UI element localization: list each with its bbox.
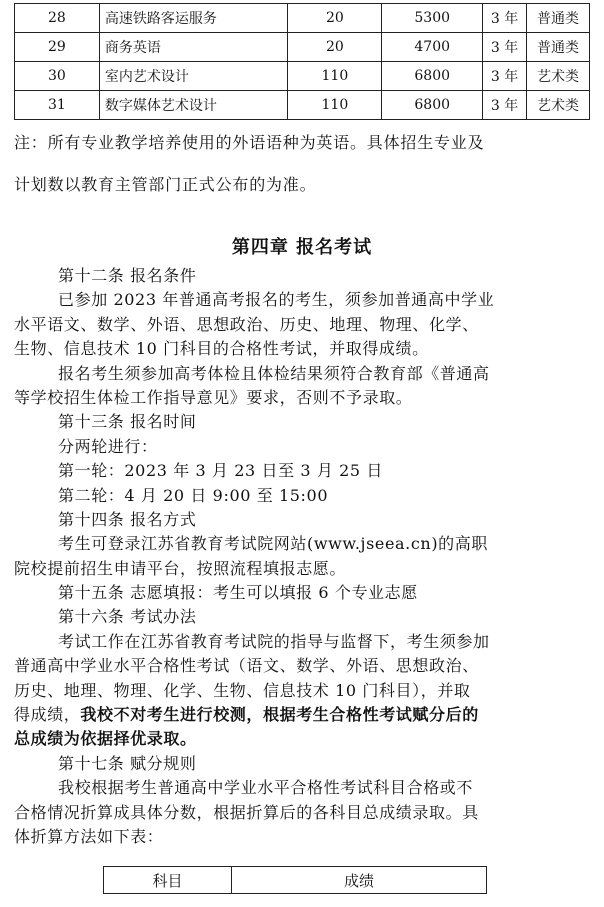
plan-count: 110	[288, 91, 382, 120]
article-14-title: 第十四条 报名方式	[58, 509, 197, 529]
chapter-body	[14, 264, 594, 849]
paragraph-text: 得成绩，	[14, 705, 81, 725]
major-category: 艺术类	[527, 62, 590, 91]
article-12-title: 第十二条 报名条件	[58, 266, 197, 285]
paragraph-line: 已参加 2023 年普通高考报名的考生，须参加普通高中学业	[58, 290, 495, 310]
major-number: 29	[15, 33, 100, 62]
table-header-row	[104, 867, 487, 894]
table-row	[15, 62, 590, 91]
table-row	[15, 33, 590, 62]
major-number: 28	[15, 4, 100, 33]
paragraph-line: 生物、信息技术 10 门科目的合格性考试，并取得成绩。	[14, 339, 429, 359]
table-row	[15, 4, 590, 33]
paragraph-line: 体折算方法如下表：	[14, 826, 164, 846]
tuition-fee: 6800	[382, 62, 483, 91]
major-number: 31	[15, 91, 100, 120]
paragraph-line: 等学校招生体检工作指导意见》要求，否则不予录取。	[14, 387, 413, 407]
paragraph-line: 水平语文、数学、外语、思想政治、历史、地理、物理、化学、	[14, 314, 479, 334]
plan-count: 20	[288, 4, 382, 33]
column-header-score: 成绩	[232, 867, 487, 894]
study-years: 3 年	[483, 33, 527, 62]
paragraph-line: 分两轮进行：	[58, 436, 158, 456]
paragraph-line: 院校提前招生申请平台，按照流程填报志愿。	[14, 558, 347, 578]
major-name: 室内艺术设计	[99, 62, 288, 91]
major-name: 数字媒体艺术设计	[99, 91, 288, 120]
plan-count: 110	[288, 62, 382, 91]
study-years: 3 年	[483, 91, 527, 120]
paragraph-line	[14, 703, 594, 727]
major-category: 普通类	[527, 4, 590, 33]
major-category: 普通类	[527, 33, 590, 62]
paragraph-line: 考试工作在江苏省教育考试院的指导与监督下，考生须参加	[58, 631, 490, 651]
study-years: 3 年	[483, 62, 527, 91]
article-15-title: 第十五条 志愿填报：考生可以填报 6 个专业志愿	[58, 583, 418, 603]
bold-admission-rule: 我校不对考生进行校测，根据考生合格性考试赋分后的	[80, 705, 479, 725]
paragraph-line: 考生可登录江苏省教育考试院网站(www.jseea.cn)的高职	[58, 534, 488, 554]
footnote-line-2: 计划数以教育主管部门正式公布的为准。	[14, 175, 317, 194]
plan-count: 20	[288, 33, 382, 62]
major-name: 商务英语	[99, 33, 288, 62]
study-years: 3 年	[483, 4, 527, 33]
tuition-fee: 5300	[382, 4, 483, 33]
paragraph-line: 我校根据考生普通高中学业水平合格性考试科目合格或不	[58, 778, 474, 798]
article-13-title: 第十三条 报名时间	[58, 412, 197, 432]
article-17-title: 第十七条 赋分规则	[58, 753, 197, 773]
column-header-subject: 科目	[104, 867, 232, 894]
score-conversion-table	[103, 866, 487, 894]
major-number: 30	[15, 62, 100, 91]
footnote-line-1: 注：所有专业教学培养使用的外语语种为英语。具体招生专业及	[14, 133, 485, 152]
table-row	[15, 91, 590, 120]
round-one-dates: 第一轮：2023 年 3 月 23 日至 3 月 25 日	[58, 461, 383, 481]
paragraph-line: 普通高中学业水平合格性考试（语文、数学、外语、思想政治、	[14, 656, 479, 676]
tuition-fee: 6800	[382, 91, 483, 120]
round-two-dates: 第二轮：4 月 20 日 9:00 至 15:00	[58, 485, 329, 505]
majors-table	[14, 3, 590, 120]
major-name: 高速铁路客运服务	[99, 4, 288, 33]
article-16-title: 第十六条 考试办法	[58, 607, 197, 627]
tuition-fee: 4700	[382, 33, 483, 62]
chapter-title: 第四章 报名考试	[231, 237, 373, 258]
paragraph-line: 报名考生须参加高考体检且体检结果须符合教育部《普通高	[58, 363, 490, 383]
major-category: 艺术类	[527, 91, 590, 120]
bold-admission-rule-cont: 总成绩为依据择优录取。	[14, 729, 197, 749]
paragraph-line: 历史、地理、物理、化学、生物、信息技术 10 门科目），并取	[14, 680, 471, 700]
paragraph-line: 合格情况折算成具体分数，根据折算后的各科目总成绩录取。具	[14, 802, 479, 822]
